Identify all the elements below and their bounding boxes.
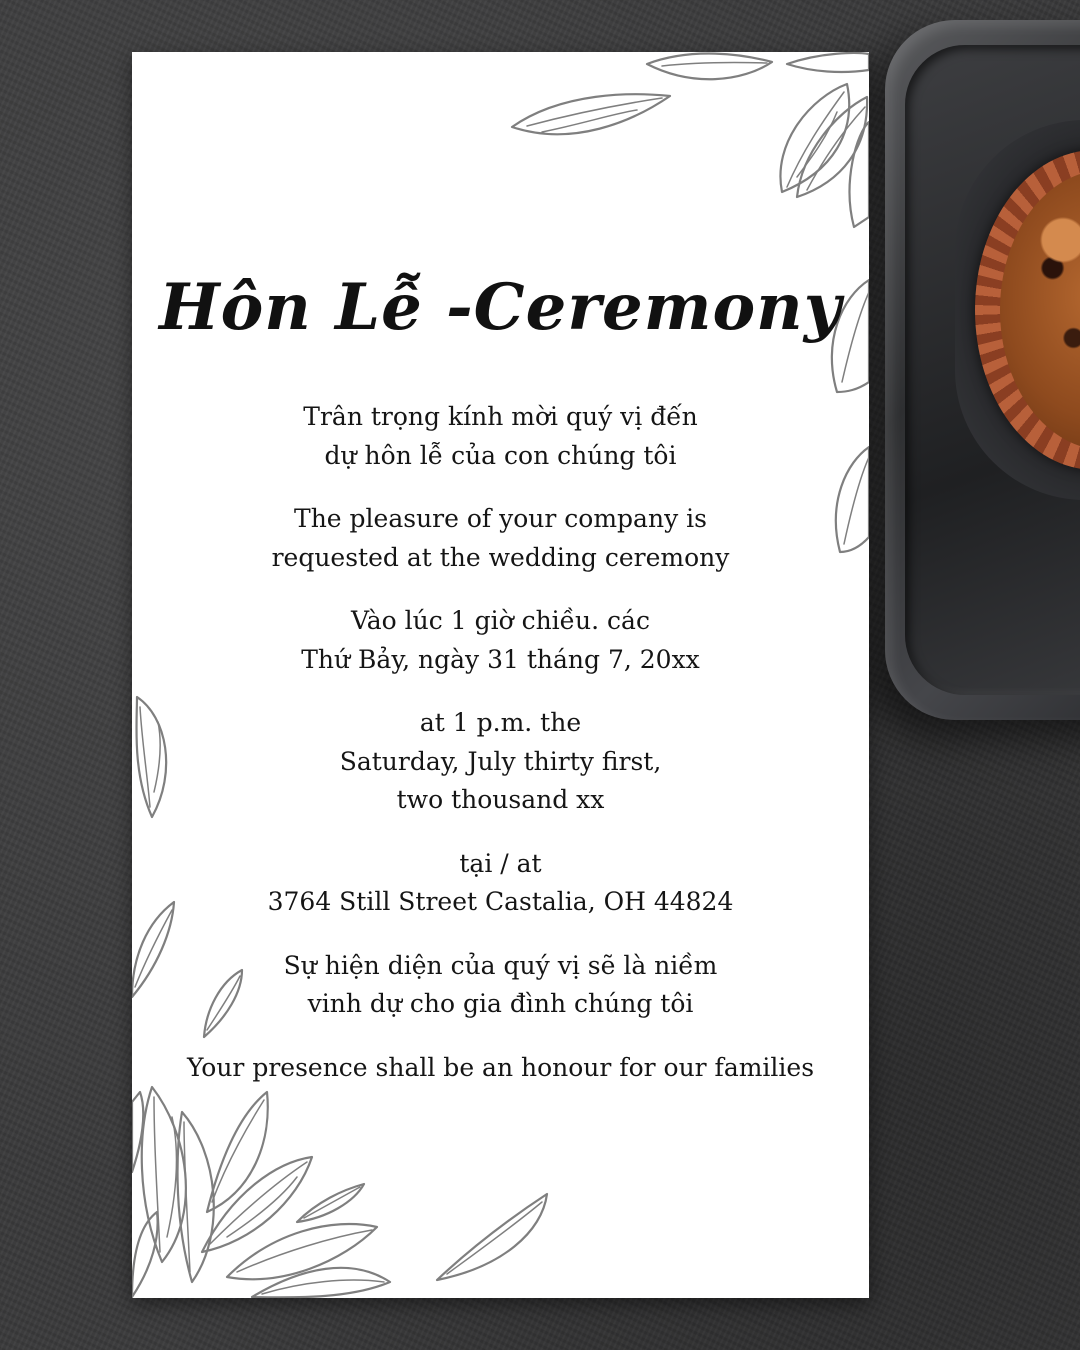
text-line: two thousand xx [396,785,605,814]
text-line: The pleasure of your company is [294,504,707,533]
invitation-card [132,52,869,1298]
text-line: Trân trọng kính mời quý vị đến [303,402,698,431]
text-line: Saturday, July thirty first, [339,746,662,776]
text-line: tại / at [459,848,542,878]
date-time-en [152,704,849,820]
text-line: Sự hiện diện của quý vị sẽ là niềm [283,950,718,980]
text-line: requested at the wedding ceremony [271,542,730,572]
closing-text-en [152,1049,849,1088]
text-line: Vào lúc 1 giờ chiều. các [351,606,650,635]
date-time-vi [152,602,849,679]
text-line: dự hôn lễ của con chúng tôi [324,440,677,470]
leaf-bottom-9 [437,1194,547,1280]
leaf-bottom-8 [297,1184,364,1222]
invite-text-vi [152,398,849,475]
leaf-bottom-6 [252,1268,390,1298]
leaf-right-3 [850,122,869,227]
text-line: at 1 p.m. the [419,708,582,737]
venue-address [152,845,849,922]
leaf-bottom-1 [142,1087,186,1262]
leaf-bottom-2 [178,1112,214,1282]
text-line: vinh dự cho gia đình chúng tôi [307,989,694,1018]
text-line: Thứ Bảy, ngày 31 tháng 7, 20xx [301,644,700,674]
text-line: Your presence shall be an honour for our families [186,1052,815,1082]
text-line: 3764 Still Street Castalia, OH 44824 [267,887,734,916]
leaf-top-2 [647,54,772,80]
leaf-top-1 [512,94,670,134]
leaf-top-3 [787,53,869,72]
closing-text-vi [152,947,849,1024]
invitation-body [152,398,849,1112]
invitation-title: Hôn Lễ -Ceremony [159,270,842,345]
invite-text-en [152,500,849,577]
